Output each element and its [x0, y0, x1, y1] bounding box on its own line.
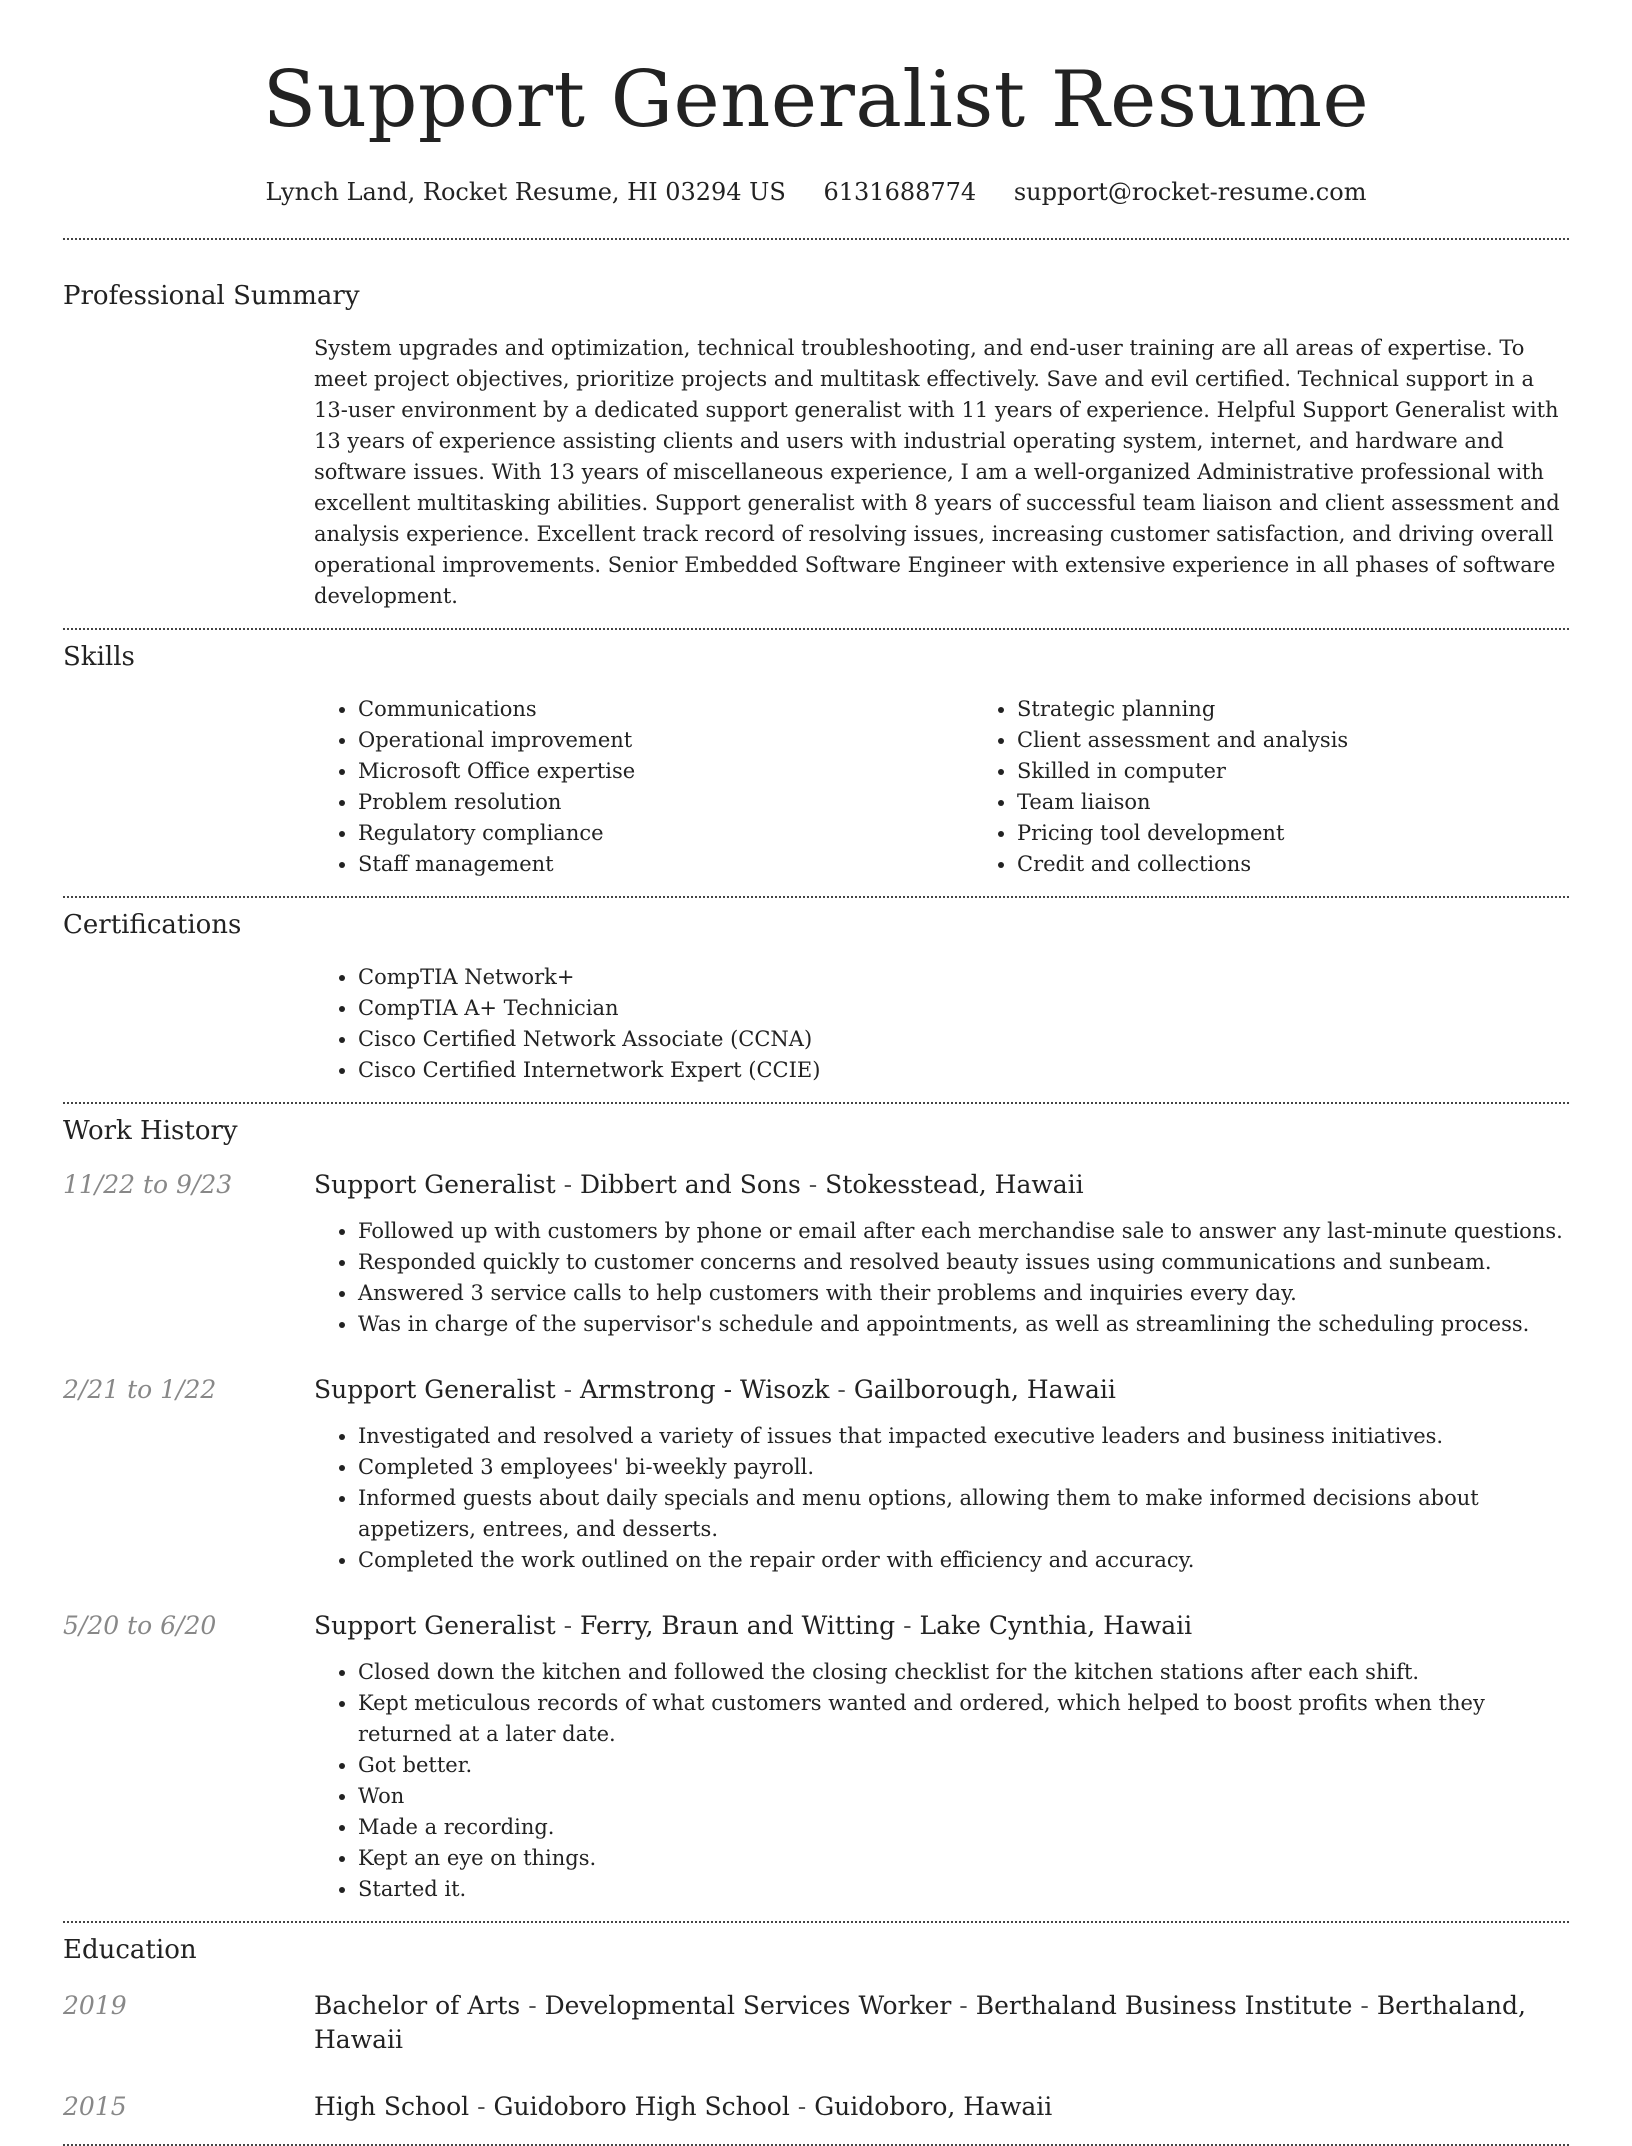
- certification-item: • Cisco Certified Network Associate (CCNA): [358, 1024, 1569, 1055]
- education-date: 2019: [63, 1991, 127, 2020]
- job-title: Support Generalist - Armstrong - Wisozk - Gailborough, Hawaii: [314, 1375, 1116, 1404]
- job-role: Support Generalist: [314, 1611, 556, 1640]
- job-bullet: • Informed guests about daily specials and menu options, allowing them to make informed decisions about appetizers, entrees, and desserts.: [358, 1483, 1569, 1545]
- job-bullets: [314, 1657, 1569, 1905]
- job-bullet: • Followed up with customers by phone or email after each merchandise sale to answer any last-minute questions.: [358, 1216, 1569, 1247]
- contact-line: [63, 176, 1569, 208]
- skills-list-left: [314, 694, 973, 880]
- certifications-list: [314, 962, 1569, 1086]
- job-location: Gailborough, Hawaii: [853, 1375, 1116, 1404]
- section-title-certifications: Certifications: [63, 910, 242, 940]
- job-bullet: • Responded quickly to customer concerns and resolved beauty issues using communications and sunbeam.: [358, 1247, 1569, 1278]
- skill-item: • Regulatory compliance: [358, 818, 973, 849]
- job-date: 11/22 to 9/23: [63, 1170, 233, 1199]
- summary-text: System upgrades and optimization, technical troubleshooting, and end-user training are all areas of expertise. To meet project objectives, prioritize projects and multitask effectively. Save and evil certified. Technical support in a 13-user environment by a dedicated support generalist with 11 years of experience. Helpful Support Generalist with 13 years of experience assisting clients and users with industrial operating system, internet, and hardware and software issues. With 13 years of miscellaneous experience, I am a well-organized Administrative professional with excellent multitasking abilities. Support generalist with 8 years of successful team liaison and client assessment and analysis experience. Excellent track record of resolving issues, increasing customer satisfaction, and driving overall operational improvements. Senior Embedded Software Engineer with extensive experience in all phases of software development.: [314, 336, 1560, 608]
- job-role: Support Generalist: [314, 1375, 556, 1404]
- job-company: Armstrong - Wisozk: [579, 1375, 830, 1404]
- job-bullet: • Completed 3 employees' bi-weekly payroll.: [358, 1452, 1569, 1483]
- education-title: Bachelor of Arts - Developmental Services Worker - Berthaland Business Institute - Berthaland, Hawaii: [314, 1991, 1526, 2054]
- skills-section: [63, 630, 1569, 896]
- job-date: 5/20 to 6/20: [63, 1611, 217, 1640]
- education-entry: [63, 1989, 1569, 2057]
- job-bullet: • Kept an eye on things.: [358, 1843, 1569, 1874]
- work-history-section: [63, 1104, 1569, 1921]
- job-bullet: • Kept meticulous records of what customers wanted and ordered, which helped to boost profits when they returned at a later date.: [358, 1688, 1569, 1750]
- resume-header: [63, 0, 1569, 208]
- education-title: High School - Guidoboro High School - Guidoboro, Hawaii: [314, 2092, 1053, 2121]
- job-bullet: • Investigated and resolved a variety of issues that impacted executive leaders and business initiatives.: [358, 1421, 1569, 1452]
- education-location: Berthaland, Hawaii: [314, 1991, 1526, 2054]
- skill-item: • Strategic planning: [1017, 694, 1632, 725]
- job-company: Ferry, Braun and Witting: [579, 1611, 896, 1640]
- section-title-work: Work History: [63, 1116, 238, 1146]
- section-title-skills: Skills: [63, 642, 135, 672]
- education-school: Berthaland Business Institute: [975, 1991, 1353, 2020]
- education-location: Guidoboro, Hawaii: [814, 2092, 1053, 2121]
- job-bullet: • Was in charge of the supervisor's schedule and appointments, as well as streamlining the scheduling process.: [358, 1309, 1569, 1340]
- skill-item: • Communications: [358, 694, 973, 725]
- skill-item: • Microsoft Office expertise: [358, 756, 973, 787]
- skill-item: • Team liaison: [1017, 787, 1632, 818]
- certification-item: • Cisco Certified Internetwork Expert (CCIE): [358, 1055, 1569, 1086]
- job-entry: [63, 1373, 1569, 1576]
- job-bullet: • Started it.: [358, 1874, 1569, 1905]
- education-date: 2015: [63, 2092, 127, 2121]
- education-section: [63, 1923, 1569, 2144]
- skill-item: • Credit and collections: [1017, 849, 1632, 880]
- summary-section: [63, 240, 1569, 628]
- skill-item: • Operational improvement: [358, 725, 973, 756]
- skill-item: • Problem resolution: [358, 787, 973, 818]
- skills-list-right: [973, 694, 1632, 880]
- job-date: 2/21 to 1/22: [63, 1375, 217, 1404]
- job-bullets: [314, 1421, 1569, 1576]
- job-location: Lake Cynthia, Hawaii: [919, 1611, 1193, 1640]
- skill-item: • Staff management: [358, 849, 973, 880]
- job-bullet: • Got better.: [358, 1750, 1569, 1781]
- education-degree: Bachelor of Arts: [314, 1991, 521, 2020]
- job-bullet: • Made a recording.: [358, 1812, 1569, 1843]
- skill-item: • Pricing tool development: [1017, 818, 1632, 849]
- job-bullet: • Answered 3 service calls to help customers with their problems and inquiries every day.: [358, 1278, 1569, 1309]
- education-entry: [63, 2090, 1569, 2124]
- education-school: Guidoboro High School: [493, 2092, 790, 2121]
- email: support@rocket-resume.com: [1013, 178, 1367, 206]
- job-bullet: • Completed the work outlined on the repair order with efficiency and accuracy.: [358, 1545, 1569, 1576]
- education-field: Developmental Services Worker: [544, 1991, 952, 2020]
- section-title-summary: Professional Summary: [63, 281, 360, 311]
- certifications-section: [63, 898, 1569, 1102]
- section-title-education: Education: [63, 1935, 197, 1965]
- job-bullet: • Won: [358, 1781, 1569, 1812]
- job-role: Support Generalist: [314, 1170, 556, 1199]
- job-title: Support Generalist - Dibbert and Sons - Stokesstead, Hawaii: [314, 1170, 1084, 1199]
- certification-item: • CompTIA A+ Technician: [358, 993, 1569, 1024]
- page-title: Support Generalist Resume: [262, 55, 1370, 145]
- job-title: Support Generalist - Ferry, Braun and Witting - Lake Cynthia, Hawaii: [314, 1611, 1193, 1640]
- job-bullets: [314, 1216, 1569, 1340]
- job-entry: [63, 1168, 1569, 1340]
- job-company: Dibbert and Sons: [579, 1170, 801, 1199]
- job-entry: [63, 1609, 1569, 1905]
- phone: 6131688774: [823, 178, 977, 206]
- education-degree: High School: [314, 2092, 470, 2121]
- address: Lynch Land, Rocket Resume, HI 03294 US: [265, 178, 786, 206]
- job-location: Stokesstead, Hawaii: [825, 1170, 1084, 1199]
- certification-item: • CompTIA Network+: [358, 962, 1569, 993]
- job-bullet: • Closed down the kitchen and followed the closing checklist for the kitchen stations after each shift.: [358, 1657, 1569, 1688]
- skill-item: • Skilled in computer: [1017, 756, 1632, 787]
- skill-item: • Client assessment and analysis: [1017, 725, 1632, 756]
